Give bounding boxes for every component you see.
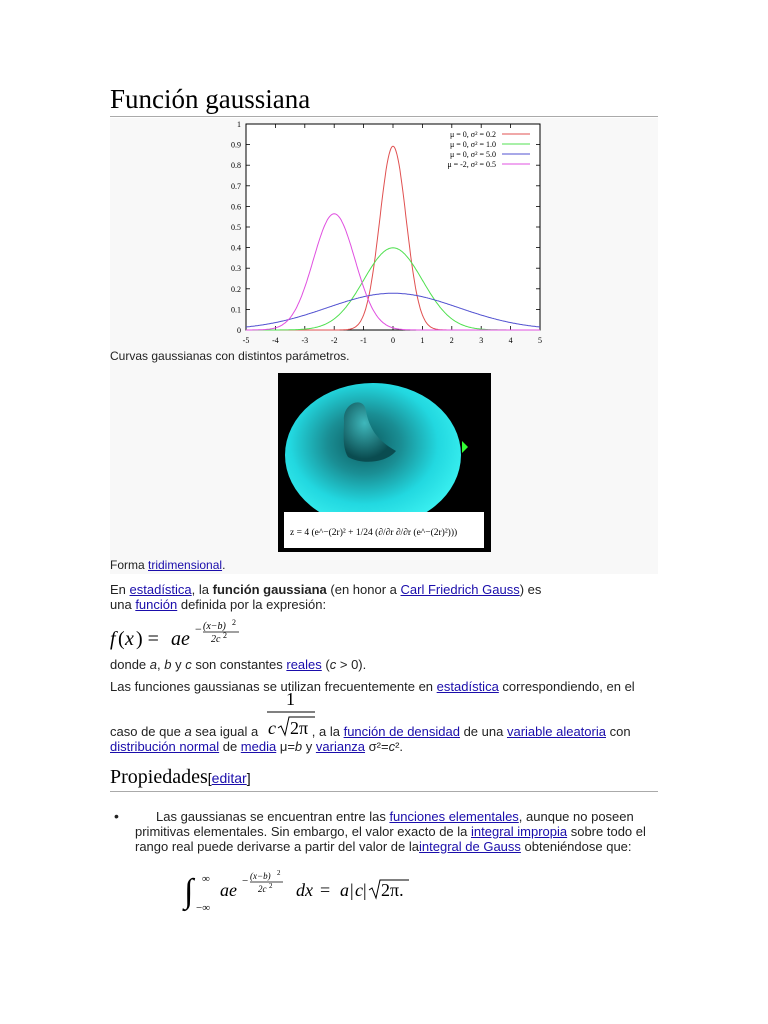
text: definida por la expresión: [177,597,327,612]
link-variable-aleatoria[interactable]: variable aleatoria [506,724,606,739]
link-varianza[interactable]: varianza [315,739,366,754]
x-tick-label: 3 [479,336,484,345]
text: obteniéndose que: [520,839,632,854]
text: con [605,724,631,739]
svg-text:(x−b): (x−b) [203,621,226,632]
text: de una [459,724,507,739]
svg-text:ae: ae [171,628,190,650]
svg-text:−: − [242,875,249,887]
green-marker-icon [462,441,468,453]
usage-line3 [110,739,670,754]
gaussian-integral-formula [180,866,430,914]
text: Las gaussianas se encuentran entre las [156,809,390,824]
svg-text:2: 2 [269,882,273,890]
text: sea igual a [191,724,262,739]
svg-text:2c: 2c [211,634,221,645]
text: σ²= [365,739,389,754]
svg-text:2: 2 [223,631,227,640]
svg-text:−: − [195,622,202,636]
section-divider [110,791,658,792]
page-title: Función gaussiana [110,84,311,114]
link-integral-impropia[interactable]: integral impropia [471,824,568,839]
x-tick-label: -1 [360,336,367,345]
text: (en honor a [326,582,401,597]
text: Las funciones gaussianas se utilizan frecuentemente en [110,679,437,694]
x-tick-label: 0 [391,336,395,345]
var-b: b [164,657,172,672]
text: correspondiendo, en el [498,679,635,694]
legend-label: μ = -2, σ² = 0.5 [447,160,496,169]
y-tick-label: 0 [237,326,241,335]
link-funcion[interactable]: función [135,597,178,612]
section-heading [110,766,251,789]
link-media[interactable]: media [240,739,277,754]
y-tick-label: 1 [237,120,241,129]
text: de [219,739,241,754]
svg-text:) =: ) = [136,628,159,650]
figure2-caption [110,558,225,572]
var-c: c [388,739,396,754]
edit-bracket-close: ] [246,770,251,786]
link-reales[interactable]: reales [286,657,322,672]
svg-text:∫: ∫ [184,873,194,910]
edit-link[interactable]: editar [211,770,247,786]
text: > 0). [336,657,367,672]
text: y [302,739,316,754]
caption-prefix: Forma [110,558,149,572]
gaussian-3d-image [278,373,491,552]
link-gauss[interactable]: Carl Friedrich Gauss [400,582,520,597]
var-c: c [329,657,337,672]
figure-caption: Curvas gaussianas con distintos parámetros. [110,349,350,363]
link-funciones-elementales[interactable]: funciones elementales [389,809,519,824]
svg-text:∞: ∞ [202,873,210,885]
svg-text:2: 2 [277,869,281,877]
svg-text:2: 2 [232,618,236,627]
intro-paragraph [110,582,670,612]
text: μ= [276,739,295,754]
link-estadistica-2[interactable]: estadística [436,679,499,694]
x-tick-label: -3 [301,336,309,345]
text: son constantes [191,657,287,672]
legend-label: μ = 0, σ² = 5.0 [449,150,496,159]
edit-bracket-open: [ [207,770,212,786]
title-divider [110,116,658,117]
svg-text:1: 1 [286,689,295,709]
text: una [110,597,136,612]
y-tick-label: 0.9 [231,140,241,150]
text: donde [110,657,150,672]
y-tick-label: 0.7 [231,181,241,191]
y-tick-label: 0.6 [231,202,241,212]
svg-text:ae: ae [220,880,237,900]
normalization-fraction [264,688,318,740]
x-tick-label: -5 [242,336,250,345]
gaussian-curves-chart [226,118,556,346]
text: , a la [311,724,344,739]
text: caso de que [110,724,185,739]
x-tick-label: -2 [330,336,338,345]
legend-label: μ = 0, σ² = 1.0 [449,140,496,149]
section-title: Propiedades [110,766,208,788]
svg-text:|: | [350,880,354,900]
x-tick-label: -4 [272,336,279,345]
text: ) es [519,582,542,597]
x-tick-label: 5 [538,336,542,345]
x-tick-label: 1 [420,336,425,345]
link-estadistica[interactable]: estadística [129,582,192,597]
gaussian-3d-render [278,373,491,552]
y-tick-label: 0.8 [231,161,241,171]
svg-text:2π.: 2π. [381,880,404,900]
text: sobre todo el rango real puede derivarse a partir del valor de la [135,824,646,854]
svg-text:c: c [268,718,276,738]
svg-text:dx: dx [296,880,313,900]
link-distribucion-normal[interactable]: distribución normal [110,739,220,754]
text: ². [395,739,404,754]
svg-text:|: | [363,880,367,900]
y-tick-label: 0.2 [231,284,241,294]
svg-text:−∞: −∞ [196,902,211,914]
link-tridimensional[interactable]: tridimensional [148,558,223,572]
svg-text:=: = [320,880,331,900]
svg-text:2c: 2c [258,884,267,894]
surface-formula: z = 4 (e^−(2r)² + 1/24 (∂/∂r ∂/∂r (e^−(2r)²))) [290,528,458,538]
x-tick-label: 4 [508,336,513,345]
svg-text:(: ( [118,628,125,650]
text: , la [191,582,213,597]
text: ( [321,657,330,672]
gaussian-formula [110,616,250,650]
bullet-marker: • [114,808,119,824]
svg-text:f: f [110,628,116,650]
link-funcion-densidad[interactable]: función de densidad [343,724,460,739]
var-a: a [184,724,192,739]
y-tick-label: 0.3 [231,264,241,274]
donde-paragraph [110,657,670,672]
svg-text:x: x [125,628,134,650]
legend-label: μ = 0, σ² = 0.2 [449,130,496,139]
y-tick-label: 0.1 [231,305,241,315]
y-tick-label: 0.5 [231,223,241,232]
var-b: b [294,739,303,754]
list-item [135,809,655,854]
svg-text:a: a [340,880,349,900]
svg-text:(x−b): (x−b) [250,871,271,881]
svg-text:2π: 2π [290,718,309,738]
text: , aunque no poseen primitivas elementales. Sin embargo, el valor exacto de la [135,809,634,839]
usage-line2 [110,724,670,739]
var-c: c [185,657,192,672]
y-tick-label: 0.4 [231,243,241,253]
bold-term: función gaussiana [212,582,327,597]
var-a: a [149,657,157,672]
usage-line1 [110,679,670,694]
text: , [157,657,165,672]
text: y [171,657,186,672]
x-tick-label: 2 [449,336,454,345]
link-integral-gauss[interactable]: integral de Gauss [419,839,521,854]
caption-suffix: . [222,558,226,572]
text: En [110,582,130,597]
svg-text:c: c [355,880,363,900]
